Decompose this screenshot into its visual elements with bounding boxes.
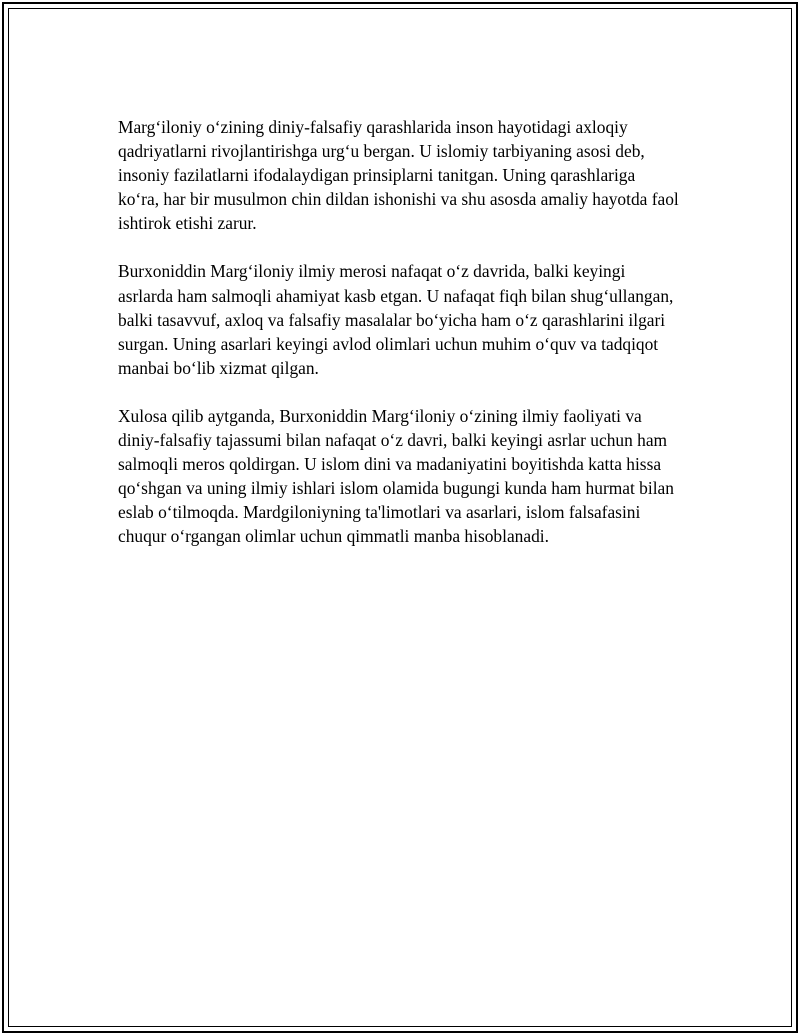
paragraph-2: Burxoniddin Marg‘iloniy ilmiy merosi nafaqat o‘z davrida, balki keyingi asrlarda ham salmoqli ahamiyat kasb etgan. U nafaqat fiqh bilan shug‘ullangan, balki tasavvuf, axloq va falsafiy masalalar bo‘yicha ham o‘z qarashlarini ilgari surgan. Uning asarlari keyingi avlod olimlari uchun muhim o‘quv va tadqiqot manbai bo‘lib xizmat qilgan. — [118, 261, 674, 378]
document-body — [118, 115, 680, 573]
paragraph-3: Xulosa qilib aytganda, Burxoniddin Marg‘iloniy o‘zining ilmiy faoliyati va diniy-falsafiy tajassumi bilan nafaqat o‘z davri, balki keyingi asrlar uchun ham salmoqli meros qoldirgan. U islom dini va madaniyatini boyitishda katta hissa qo‘shgan va uning ilmiy ishlari islom olamida bugungi kunda ham hurmat bilan eslab o‘tilmoqda. Mardgiloniyning ta'limotlari va asarlari, islom falsafasini chuqur o‘rgangan olimlar uchun qimmatli manba hisoblanadi. — [118, 405, 674, 547]
paragraph-1: Marg‘iloniy o‘zining diniy-falsafiy qarashlarida inson hayotidagi axloqiy qadriyatlarni rivojlantirishga urg‘u bergan. U islomiy tarbiyaning asosi deb, insoniy fazilatlarni ifodalaydigan prinsiplarni tanitgan. Uning qarashlariga ko‘ra, har bir musulmon chin dildan ishonishi va shu asosda amaliy hayotda faol ishtirok etishi zarur. — [118, 117, 679, 234]
